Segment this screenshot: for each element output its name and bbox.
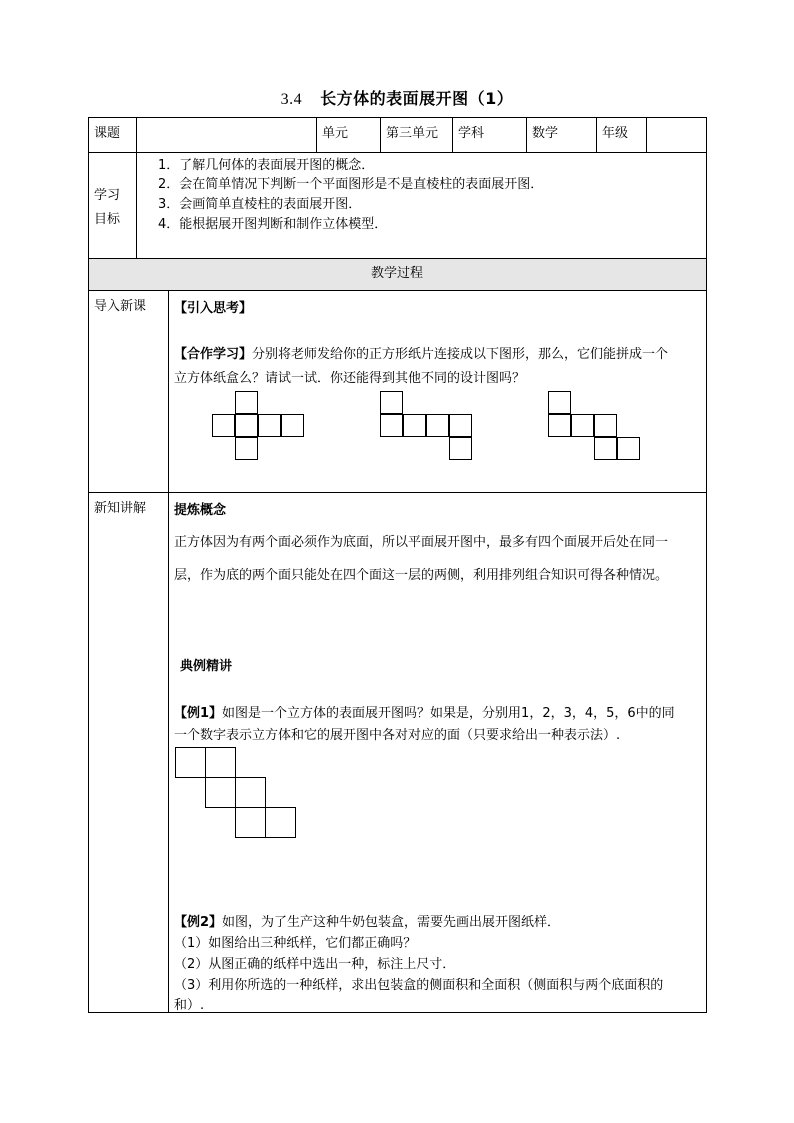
subject-label: 学科 [458,126,485,141]
concept-line-2: 层，作为底的两个面只能处在四个面这一层的两侧，利用排列组合知识可得各种情况。 [174,568,669,583]
example1-text-1: 如图是一个立方体的表面展开图吗？如果是，分别用1，2，3，4，5，6中的同 [222,706,675,721]
example1-line-2: 一个数字表示立方体和它的展开图中各对对应的面（只要求给出一种表示法）. [174,728,621,743]
coop-text-2: 立方体纸盒么？请试一试．你还能得到其他不同的设计图吗？ [174,371,526,386]
intro-heading: 【引入思考】 [174,301,253,316]
concept-line-1: 正方体因为有两个面必须作为底面，所以平面展开图中，最多有四个面展开后处在同一 [174,535,669,550]
grade-label: 年级 [602,126,629,141]
intro-label: 导入新课 [94,299,147,314]
example2-q1: （1）如图给出三种纸样，它们都正确吗？ [174,936,417,951]
example2-q3-line-1: （3）利用你所选的一种纸样，求出包装盒的侧面积和全面积（侧面积与两个底面积的 [174,978,664,993]
course-label: 课题 [94,126,121,141]
coop-line-1 [174,343,668,362]
subject-value: 数学 [532,126,559,141]
example2-text-1: 如图，为了生产这种牛奶包装盒，需要先画出展开图纸样． [222,915,561,930]
example1-tag: 【例1】 [174,706,223,721]
cube-net-figure-2 [374,385,484,465]
examples-heading: 典例精讲 [180,659,233,674]
objectives-label-2: 目标 [94,212,121,227]
concept-heading: 提炼概念 [174,503,227,518]
objective-item: 4．能根据展开图判断和制作立体模型． [158,217,388,232]
cube-net-figure-3 [542,385,652,465]
example2-line-1 [174,911,560,930]
unit-label: 单元 [322,126,349,141]
example1-net-figure [170,742,305,842]
unit-value: 第三单元 [386,126,439,141]
coop-text-1: 分别将老师发给你的正方形纸片连接成以下图形，那么，它们能拼成一个 [252,347,669,362]
objectives-label-1: 学习 [94,188,121,203]
example1-line-1 [174,702,675,721]
title-text: 长方体的表面展开图（1） [320,89,514,108]
objective-item: 2．会在简单情况下判断一个平面图形是不是直棱柱的表面展开图． [158,177,544,192]
objective-item: 3．会画简单直棱柱的表面展开图． [158,197,362,212]
new-knowledge-label: 新知讲解 [94,501,147,516]
example2-q3-line-2: 和）. [174,998,205,1013]
example2-tag: 【例2】 [174,915,223,930]
coop-tag: 【合作学习】 [174,347,253,362]
objective-item: 1．了解几何体的表面展开图的概念． [158,158,375,173]
section-number: 3.4 [280,91,303,108]
example2-q2: （2）从图正确的纸样中选出一种，标注上尺寸． [174,957,456,972]
cube-net-figure-1 [205,385,315,465]
process-header: 教学过程 [370,266,423,281]
